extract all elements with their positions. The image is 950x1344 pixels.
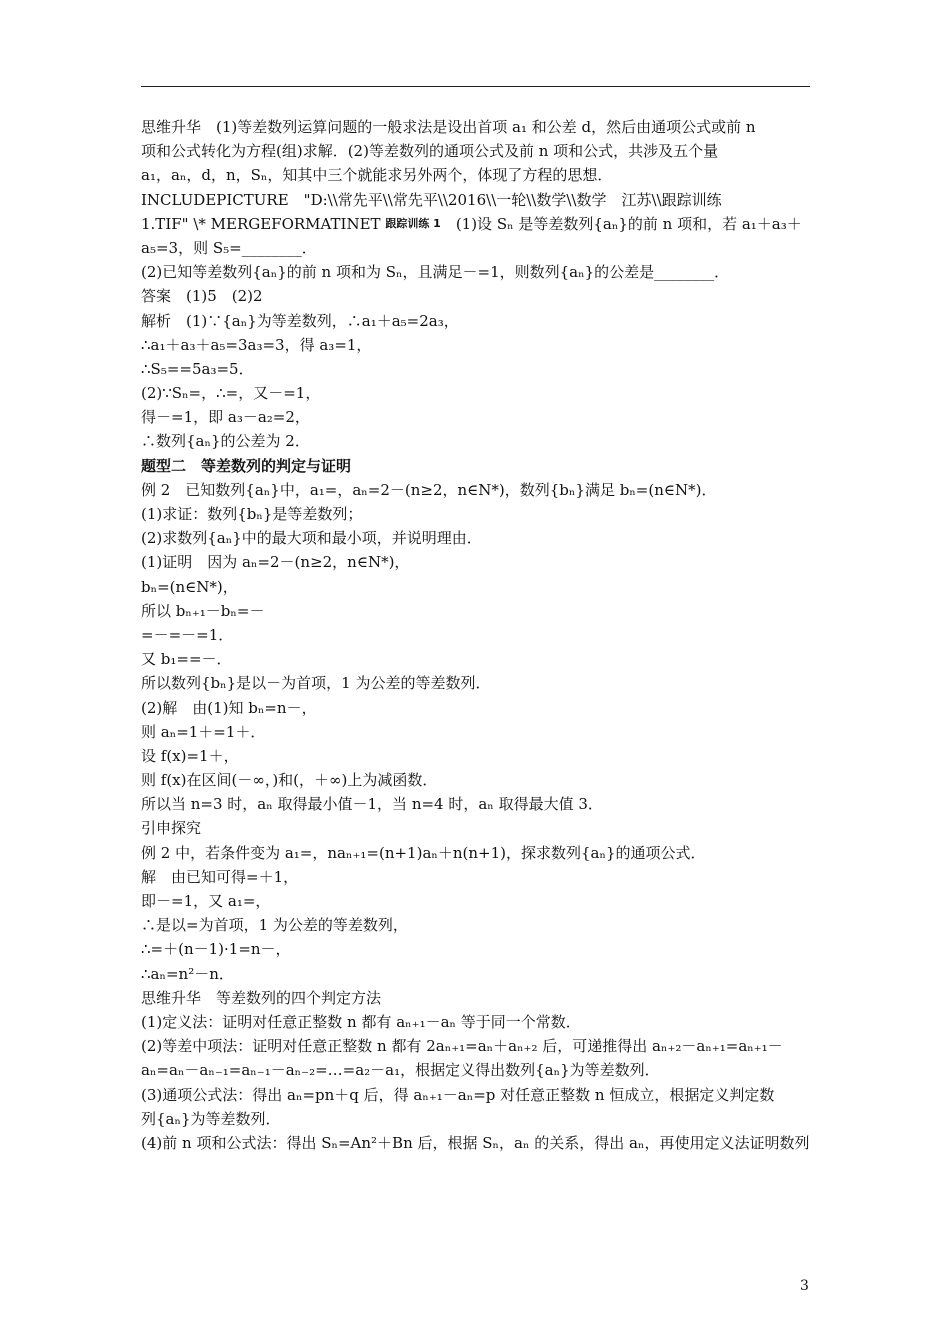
header-rule [141, 86, 810, 87]
line-text: (1)证明 因为 aₙ=2－(n≥2，n∈N*)， [141, 553, 410, 572]
line-text: (4)前 n 项和公式法：得出 Sₙ=An²＋Bn 后，根据 Sₙ，aₙ 的关系，得出 aₙ，再使用定义法证明数列 [141, 1133, 810, 1152]
text-line [141, 841, 813, 865]
text-line [141, 889, 813, 913]
line-text: 题型二 等差数列的判定与证明 [141, 456, 352, 475]
line-text: (2)∵Sₙ=，∴=，又－=1， [141, 384, 321, 403]
line-text: ∴a₁＋a₃＋a₅=3a₃=3，得 a₃=1， [141, 335, 372, 354]
line-text: (2)已知等差数列{aₙ}的前 n 项和为 Sₙ，且满足－=1，则数列{aₙ}的公差是________． [141, 263, 730, 282]
text-line [141, 188, 813, 212]
text-line [141, 115, 813, 139]
line-text: 所以当 n=3 时，aₙ 取得最小值－1，当 n=4 时，aₙ 取得最大值 3． [141, 795, 603, 814]
line-text: ∴=＋(n－1)·1=n－， [141, 940, 291, 959]
line-text: 设 f(x)=1＋， [141, 746, 239, 765]
line-text: ∴S₅==5a₃=5． [141, 359, 254, 378]
text-line [141, 357, 813, 381]
text-line [141, 333, 813, 357]
line-text: ∴数列{aₙ}的公差为 2． [141, 432, 310, 451]
line-text: 1.TIF" \* MERGEFORMATINET [141, 214, 386, 233]
line-text: 答案 (1)5 (2)2 [141, 287, 263, 306]
line-text: (2)等差中项法：证明对任意正整数 n 都有 2aₙ₊₁=aₙ＋aₙ₊₂ 后，可递推得出 aₙ₊₂－aₙ₊₁=aₙ₊₁－ [141, 1037, 783, 1056]
line-text: ∴是以=为首项，1 为公差的等差数列， [141, 916, 408, 935]
line-text: 则 f(x)在区间(－∞，)和(，＋∞)上为减函数． [141, 771, 438, 790]
line-text: bₙ=(n∈N*)， [141, 577, 238, 596]
text-line [141, 575, 813, 599]
line-text: ∴aₙ=n²－n． [141, 964, 234, 983]
line-text: (1)定义法：证明对任意正整数 n 都有 aₙ₊₁－aₙ 等于同一个常数． [141, 1012, 581, 1031]
text-line [141, 1010, 813, 1034]
text-line [141, 792, 813, 816]
text-line [141, 478, 813, 502]
text-line [141, 405, 813, 429]
text-line [141, 381, 813, 405]
line-text: 所以 bₙ₊₁－bₙ=－ [141, 601, 265, 620]
line-text: (2)解 由(1)知 bₙ=n－， [141, 698, 317, 717]
line-text: 所以数列{bₙ}是以－为首项，1 为公差的等差数列． [141, 674, 491, 693]
section-heading [141, 454, 813, 478]
text-line [141, 163, 813, 187]
text-line [141, 284, 813, 308]
line-text: a₅=3，则 S₅=________． [141, 238, 317, 257]
line-text: aₙ=aₙ－aₙ₋₁=aₙ₋₁－aₙ₋₂=…=a₂－a₁，根据定义得出数列{aₙ}为等差数列． [141, 1061, 660, 1080]
text-line [141, 599, 813, 623]
line-text: 思维升华 等差数列的四个判定方法 [141, 988, 382, 1007]
text-line [141, 962, 813, 986]
text-line [141, 696, 813, 720]
text-line [141, 816, 813, 840]
line-text: a₁，aₙ，d，n，Sₙ，知其中三个就能求另外两个，体现了方程的思想． [141, 166, 613, 185]
line-text: 解 由已知可得=＋1， [141, 867, 299, 886]
text-line [141, 139, 813, 163]
line-text: =－=－=1． [141, 625, 234, 644]
text-line [141, 260, 813, 284]
page-body [141, 115, 813, 1155]
text-line [141, 212, 813, 236]
line-text: 则 aₙ=1＋=1＋． [141, 722, 266, 741]
text-line [141, 671, 813, 695]
line-text: 引申探究 [141, 819, 202, 838]
line-text: (3)通项公式法：得出 aₙ=pn＋q 后，得 aₙ₊₁－aₙ=p 对任意正整数 n 恒成立，根据定义判定数 [141, 1085, 775, 1104]
line-text: 解析 (1)∵{aₙ}为等差数列，∴a₁＋a₅=2a₃， [141, 311, 459, 330]
line-text: 例 2 已知数列{aₙ}中，a₁=，aₙ=2－(n≥2，n∈N*)，数列{bₙ}满足 bₙ=(n∈N*)． [141, 480, 717, 499]
line-text: INCLUDEPICTURE "D:\\常先平\\常先平\\2016\\一轮\\数学\\数学 江苏\\跟踪训练 [141, 190, 722, 209]
text-line [141, 913, 813, 937]
text-line [141, 623, 813, 647]
text-line [141, 986, 813, 1010]
text-line [141, 937, 813, 961]
text-line [141, 526, 813, 550]
text-line [141, 502, 813, 526]
text-line [141, 768, 813, 792]
practice-badge: 跟踪训练 1 [385, 216, 441, 230]
text-line [141, 720, 813, 744]
line-text: (2)求数列{aₙ}中的最大项和最小项，并说明理由． [141, 529, 482, 548]
text-line [141, 429, 813, 453]
line-text: 又 b₁==－． [141, 650, 232, 669]
text-line [141, 550, 813, 574]
line-text: 得－=1，即 a₃－a₂=2， [141, 408, 310, 427]
text-line [141, 744, 813, 768]
text-line [141, 1034, 813, 1058]
line-text: (1)求证：数列{bₙ}是等差数列； [141, 505, 363, 523]
line-text: 思维升华 (1)等差数列运算问题的一般求法是设出首项 a₁ 和公差 d，然后由通项公式或前 n [141, 118, 756, 136]
text-line [141, 865, 813, 889]
line-text: (1)设 Sₙ 是等差数列{aₙ}的前 n 项和，若 a₁＋a₃＋ [440, 214, 802, 233]
text-line [141, 1107, 813, 1131]
text-line [141, 647, 813, 671]
text-line [141, 309, 813, 333]
text-line [141, 1131, 813, 1155]
page-number: 3 [800, 1278, 809, 1294]
line-text: 例 2 中，若条件变为 a₁=，naₙ₊₁=(n+1)aₙ＋n(n+1)，探求数列{aₙ}的通项公式． [141, 843, 706, 862]
text-line [141, 1083, 813, 1107]
line-text: 即－=1，又 a₁=， [141, 892, 271, 910]
line-text: 列{aₙ}为等差数列． [141, 1109, 281, 1128]
line-text: 项和公式转化为方程(组)求解．(2)等差数列的通项公式及前 n 项和公式，共涉及五个量 [141, 142, 719, 161]
text-line [141, 1058, 813, 1082]
text-line [141, 236, 813, 260]
